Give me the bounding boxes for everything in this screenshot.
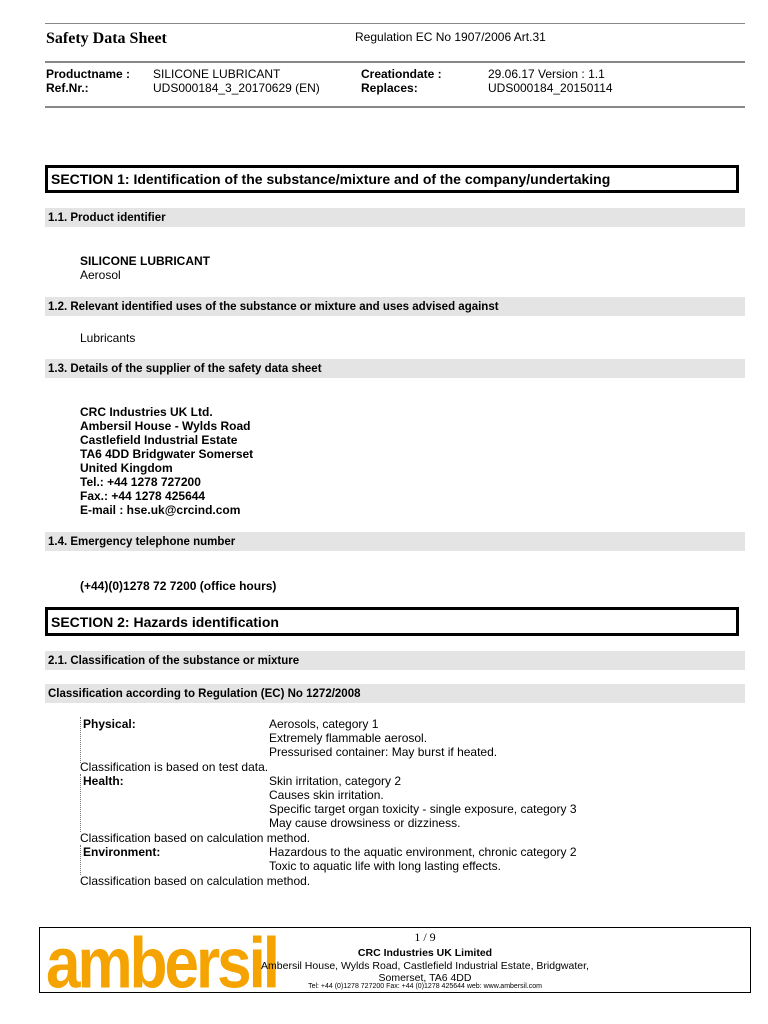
classification-regulation-heading: Classification according to Regulation (EC) No 1272/2008	[45, 684, 745, 703]
health-label: Health:	[80, 774, 124, 832]
document-title: Safety Data Sheet	[46, 30, 167, 47]
header-top-rule	[45, 23, 745, 24]
regulation-reference: Regulation EC No 1907/2006 Art.31	[355, 30, 546, 44]
health-classification-note: Classification based on calculation method.	[80, 831, 311, 845]
environment-text	[269, 845, 577, 873]
supplier-line: CRC Industries UK Ltd.	[80, 405, 213, 419]
supplier-line: TA6 4DD Bridgwater Somerset	[80, 447, 254, 461]
footer-address-line-2: Somerset, TA6 4DD	[378, 972, 472, 984]
page-number: 1 / 9	[414, 930, 436, 944]
environment-line: Hazardous to the aquatic environment, chronic category 2	[269, 845, 577, 859]
physical-line: Extremely flammable aerosol.	[269, 731, 428, 745]
subsection-2-1-heading: 2.1. Classification of the substance or mixture	[45, 651, 745, 670]
physical-line: Pressurised container: May burst if heated.	[269, 745, 498, 759]
supplier-line: Tel.: +44 1278 727200	[80, 475, 201, 489]
health-line: Specific target organ toxicity - single exposure, category 3	[269, 802, 577, 816]
health-text	[269, 774, 577, 830]
section-2-heading: SECTION 2: Hazards identification	[45, 607, 739, 636]
refnr-label: Ref.Nr.:	[46, 81, 89, 95]
health-line: Causes skin irritation.	[269, 788, 384, 802]
footer-contact-line: Tel: +44 (0)1278 727200 Fax: +44 (0)1278 425644 web: www.ambersil.com	[308, 983, 542, 990]
product-name: SILICONE LUBRICANT	[80, 254, 210, 268]
productname-value: SILICONE LUBRICANT	[153, 67, 281, 81]
supplier-line: Ambersil House - Wylds Road	[80, 419, 251, 433]
subsection-1-4-heading: 1.4. Emergency telephone number	[45, 532, 745, 551]
header-bottom-rule	[45, 106, 745, 108]
subsection-1-1-heading: 1.1. Product identifier	[45, 208, 745, 227]
product-form: Aerosol	[80, 268, 121, 282]
physical-text	[269, 717, 497, 759]
subsection-1-2-heading: 1.2. Relevant identified uses of the substance or mixture and uses advised against	[45, 297, 745, 316]
supplier-block	[80, 405, 253, 517]
supplier-line: United Kingdom	[80, 461, 173, 475]
physical-line: Aerosols, category 1	[269, 717, 379, 731]
footer-address-line-1: Ambersil House, Wylds Road, Castlefield Industrial Estate, Bridgwater,	[261, 960, 589, 972]
footer-company: CRC Industries UK Limited	[357, 947, 493, 959]
creationdate-label: Creationdate :	[361, 67, 442, 81]
emergency-phone: (+44)(0)1278 72 7200 (office hours)	[80, 579, 277, 593]
environment-label: Environment:	[80, 845, 160, 875]
identified-uses: Lubricants	[80, 331, 136, 345]
header-middle-rule	[45, 61, 745, 63]
creationdate-value: 29.06.17 Version : 1.1	[488, 67, 605, 81]
supplier-line: Castlefield Industrial Estate	[80, 433, 238, 447]
subsection-1-3-heading: 1.3. Details of the supplier of the safety data sheet	[45, 359, 745, 378]
replaces-value: UDS000184_20150114	[488, 81, 613, 95]
supplier-line: Fax.: +44 1278 425644	[80, 489, 206, 503]
productname-label: Productname :	[46, 67, 131, 81]
health-line: May cause drowsiness or dizziness.	[269, 816, 461, 830]
supplier-email: E-mail : hse.uk@crcind.com	[80, 503, 241, 517]
physical-label: Physical:	[80, 717, 136, 763]
health-line: Skin irritation, category 2	[269, 774, 402, 788]
ambersil-logo: ambersil	[46, 924, 278, 1004]
environment-line: Toxic to aquatic life with long lasting effects.	[269, 859, 501, 873]
refnr-value: UDS000184_3_20170629 (EN)	[153, 81, 320, 95]
section-1-heading: SECTION 1: Identification of the substance/mixture and of the company/undertaking	[45, 165, 739, 193]
replaces-label: Replaces:	[361, 81, 418, 95]
physical-classification-note: Classification is based on test data.	[80, 760, 269, 774]
environment-classification-note: Classification based on calculation method.	[80, 874, 311, 888]
